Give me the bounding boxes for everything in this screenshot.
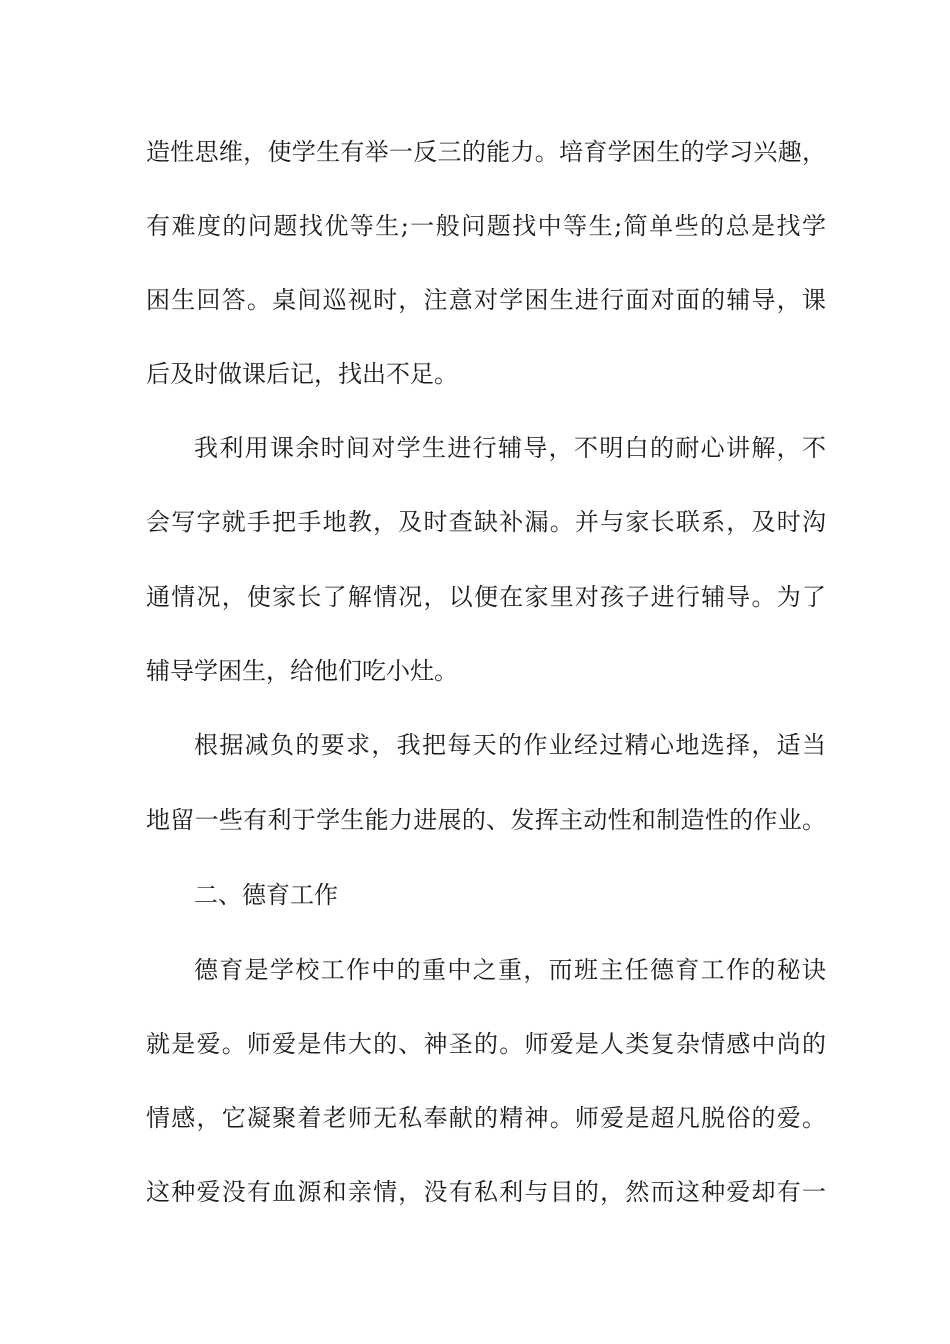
text-line: 困生回答。桌间巡视时，注意对学困生进行面对面的辅导，课 xyxy=(146,286,826,314)
text-line: 情感，它凝聚着老师无私奉献的精神。师爱是超凡脱俗的爱。 xyxy=(146,1104,826,1132)
text-line: 地留一些有利于学生能力进展的、发挥主动性和制造性的作业。 xyxy=(146,806,826,834)
paragraph-first-line: 德育是学校工作中的重中之重，而班主任德育工作的秘诀 xyxy=(194,956,826,984)
text-line: 会写字就手把手地教，及时查缺补漏。并与家长联系，及时沟 xyxy=(146,508,826,536)
text-line: 辅导学困生，给他们吃小灶。 xyxy=(146,657,458,685)
text-line: 后及时做课后记，找出不足。 xyxy=(146,360,458,388)
paragraph-first-line: 我利用课余时间对学生进行辅导，不明白的耐心讲解，不 xyxy=(194,434,826,462)
text-line: 这种爱没有血源和亲情，没有私利与目的，然而这种爱却有一 xyxy=(146,1178,826,1206)
text-line: 就是爱。师爱是伟大的、神圣的。师爱是人类复杂情感中尚的 xyxy=(146,1030,826,1058)
text-line: 造性思维，使学生有举一反三的能力。培育学困生的学习兴趣， xyxy=(146,138,826,166)
text-line: 有难度的问题找优等生;一般问题找中等生;简单些的总是找学 xyxy=(146,212,826,240)
paragraph-first-line: 根据减负的要求，我把每天的作业经过精心地选择，适当 xyxy=(194,731,826,759)
text-line: 通情况，使家长了解情况，以便在家里对孩子进行辅导。为了 xyxy=(146,583,826,611)
section-heading: 二、德育工作 xyxy=(194,881,338,909)
